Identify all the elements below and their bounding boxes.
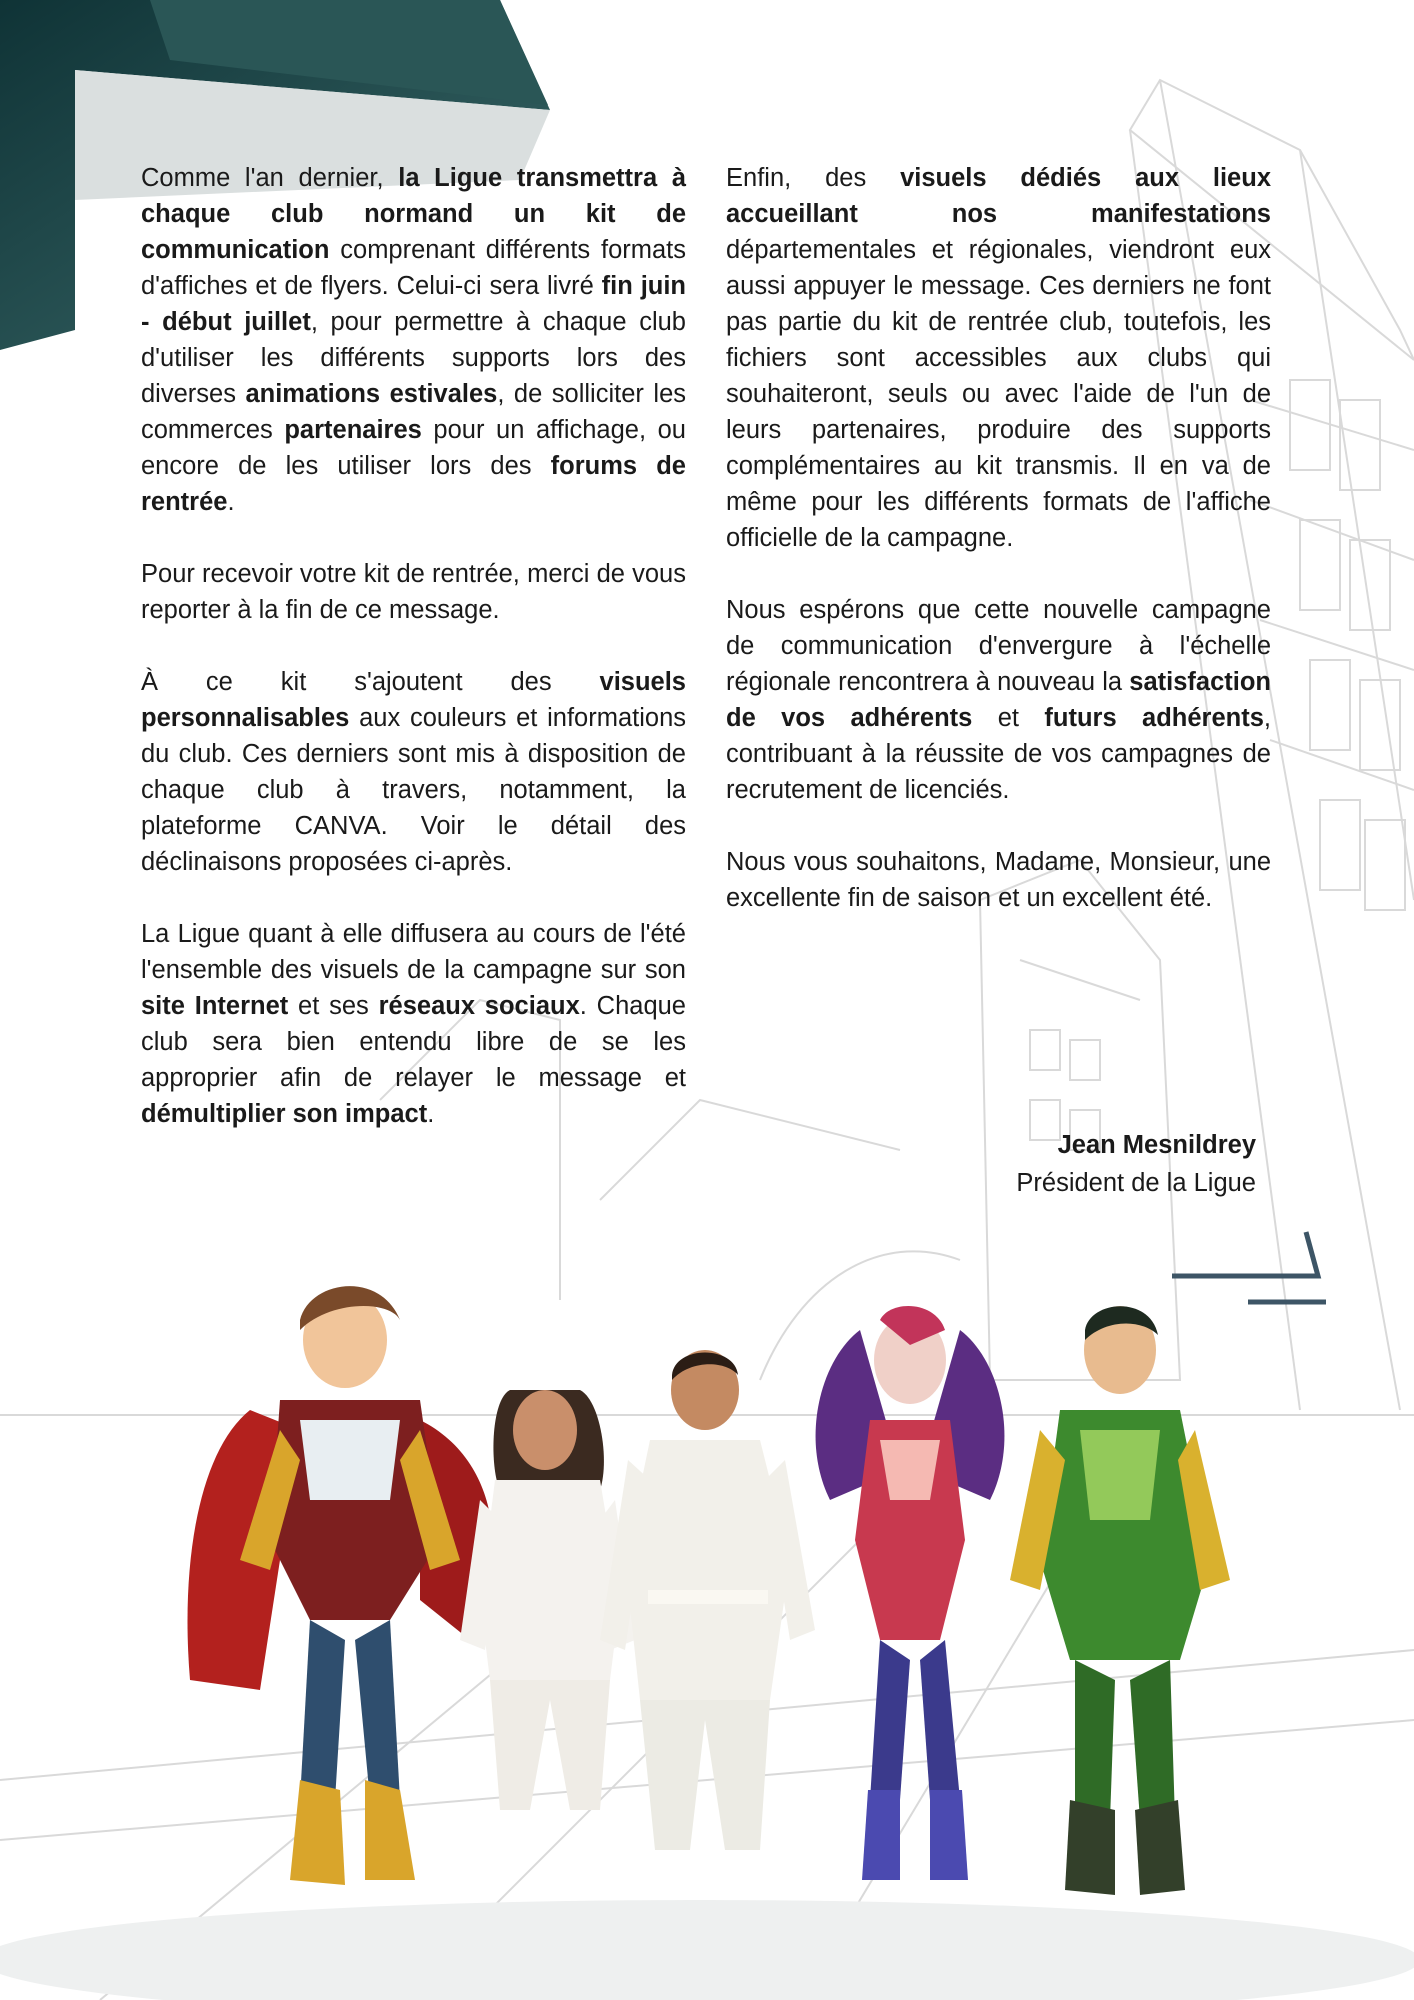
- heroine-purple-figure: [816, 1306, 1005, 1880]
- text-run: , contribuant à la réussite de vos campagnes de recrutement de licenciés.: [726, 704, 1272, 804]
- bold-run: visuels dédiés aux lieux accueillant nos manifestations: [726, 164, 1272, 228]
- bold-run: démultiplier son impact: [141, 1100, 428, 1128]
- text-run: Comme l'an dernier,: [141, 164, 399, 192]
- text-run: .: [227, 488, 235, 516]
- bold-run: animations estivales: [245, 380, 498, 408]
- text-run: comprenant différents formats d'affiches et de flyers. Celui-ci sera livré: [141, 236, 686, 300]
- child-boy-judogi-figure: [600, 1350, 815, 1850]
- bold-run: partenaires: [284, 416, 422, 444]
- text-run: départementales et régionales, viendront eux aussi appuyer le message. Ces derniers ne font pas partie du kit de rentrée club, toutefois, les fichiers sont accessibles aux clubs qui souhaiteront, seuls ou avec l'aide de l'un de leurs partenaires, produire des supports complémentaires au kit transmis. Il en va de même pour les différents formats de l'affiche officielle de la campagne.: [726, 236, 1271, 552]
- text-run: et ses: [288, 992, 379, 1020]
- signature-name: Jean Mesnildrey: [1057, 1131, 1256, 1159]
- hero-green-armor-figure: [1010, 1306, 1230, 1895]
- bold-run: satisfaction de vos adhérents: [726, 668, 1271, 732]
- paragraph-ligue-diffusion: [141, 916, 686, 1132]
- bold-run: fin juin - début juillet: [141, 272, 687, 336]
- characters-illustration: [0, 1280, 1414, 2000]
- text-run: . Chaque club sera bien entendu libre de se les approprier afin de relayer le message et: [141, 992, 686, 1092]
- bold-run: forums de rentrée: [141, 452, 686, 516]
- left-column: [141, 160, 686, 1168]
- paragraph-visuels-personnalisables: [141, 664, 686, 880]
- text-run: Nous espérons que cette nouvelle campagne de communication d'envergure à l'échelle régionale rencontrera à nouveau la: [726, 596, 1271, 696]
- text-run: , pour permettre à chaque club d'utiliser les différents supports lors des diverses: [141, 308, 686, 408]
- text-run: À ce kit s'ajoutent des: [141, 668, 600, 696]
- bold-run: futurs adhérents: [1044, 704, 1264, 732]
- signature-block: [726, 1126, 1256, 1202]
- text-run: .: [427, 1100, 435, 1128]
- paragraph-recevoir-kit: Pour recevoir votre kit de rentrée, merci de vous reporter à la fin de ce message.: [141, 560, 686, 624]
- paragraph-kit-communication: [141, 160, 686, 520]
- bold-run: visuels personnalisables: [141, 668, 686, 732]
- paragraph-visuels-lieux: [726, 160, 1271, 556]
- paragraph-esperons: [726, 592, 1271, 808]
- bold-run: site Internet: [141, 992, 289, 1020]
- hero-red-armor-figure: [188, 1286, 493, 1885]
- text-run: et: [972, 704, 1045, 732]
- text-run: Enfin, des: [726, 164, 901, 192]
- text-run: pour un affichage, ou encore de les utiliser lors des: [141, 416, 686, 480]
- bold-run: la Ligue transmettra à chaque club normand un kit de communication: [141, 164, 686, 264]
- bold-run: réseaux sociaux: [378, 992, 580, 1020]
- paragraph-souhaitons: Nous vous souhaitons, Madame, Monsieur, une excellente fin de saison et un excellent été.: [726, 848, 1271, 912]
- text-run: La Ligue quant à elle diffusera au cours de l'été l'ensemble des visuels de la campagne sur son: [141, 920, 686, 984]
- right-column: [726, 160, 1271, 952]
- signature-title: Président de la Ligue: [1016, 1169, 1256, 1197]
- text-run: aux couleurs et informations du club. Ces derniers sont mis à disposition de chaque club à travers, notamment, la plateforme CANVA. Voir le détail des déclinaisons proposées ci-après.: [141, 704, 686, 876]
- text-run: , de solliciter les commerces: [141, 380, 687, 444]
